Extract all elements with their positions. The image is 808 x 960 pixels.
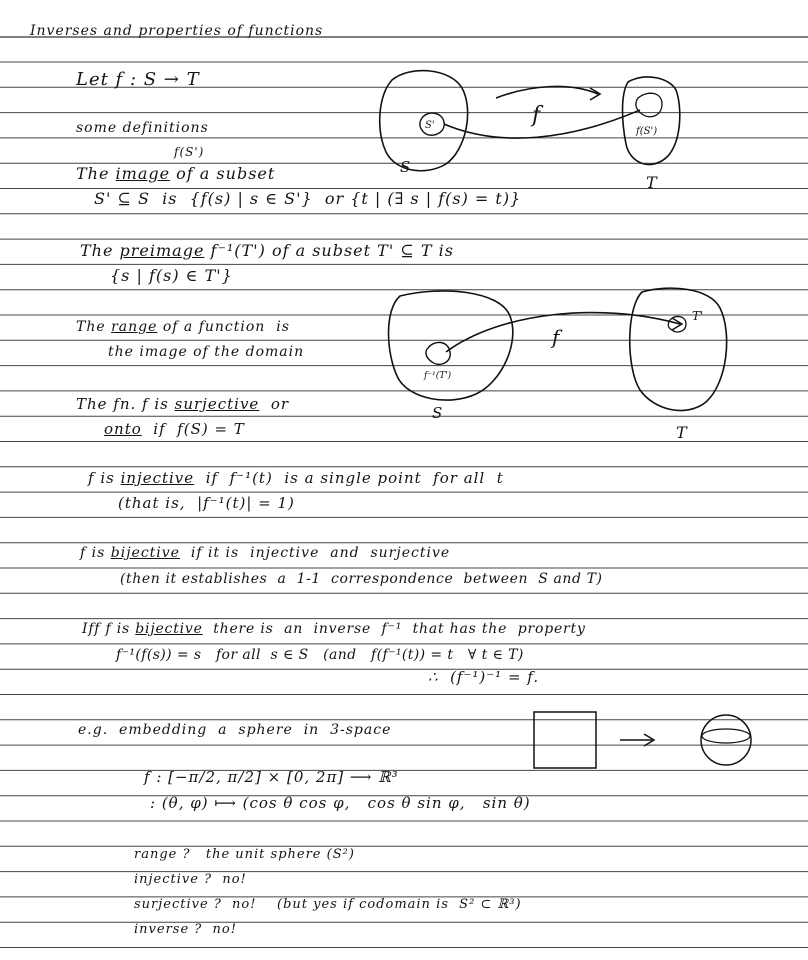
function-arrow [496, 86, 598, 98]
image-def-line1: The image of a subset [76, 164, 276, 183]
arrow-f-label: f [552, 325, 560, 349]
onto-term: onto [104, 420, 142, 438]
injective-term: injective [120, 469, 195, 487]
target-blob [668, 317, 686, 332]
domain-label: S [432, 404, 443, 422]
surjective-def-line1: The fn. f is surjective or [76, 395, 290, 413]
range-def-line2: the image of the domain [108, 344, 305, 360]
arrowhead-icon [590, 88, 600, 100]
image-superscript: f(S') [174, 145, 205, 159]
domain-blob [389, 291, 513, 400]
range-def-line1: The range of a function is [76, 319, 290, 335]
injective-def-line1: f is injective if f⁻¹(t) is a single point for all t [88, 469, 504, 487]
preimage-label: f⁻¹(T') [424, 371, 452, 381]
arrow-f-label: f [532, 103, 541, 128]
range-term: range [111, 319, 158, 335]
preimage-blob [426, 342, 450, 364]
codomain-blob [623, 77, 680, 165]
bijective-def-line2: (then it establishes a 1-1 correspondence between S and T) [120, 571, 603, 587]
codomain-label: T [646, 173, 657, 190]
sphere-embedding-diagram [528, 706, 768, 776]
inverse-def-line2: f⁻¹(f(s)) = s for all s ∈ S (and f(f⁻¹(t)) = t ∀ t ∈ T) [116, 647, 524, 663]
preimage-term: preimage [119, 241, 205, 260]
bijective-def-line1: f is bijective if it is injective and surjective [80, 545, 451, 561]
inverse-def-line3: ∴ (f⁻¹)⁻¹ = f. [428, 668, 540, 686]
image-blob [636, 93, 662, 117]
sphere-equator-icon [702, 729, 750, 743]
subset-label: S' [425, 120, 435, 131]
injective-def-line2: (that is, |f⁻¹(t)| = 1) [118, 494, 295, 512]
question-injective: injective ? no! [134, 872, 247, 887]
preimage-def-line2: {s | f(s) ∈ T'} [110, 266, 233, 285]
bijective-term-2: bijective [135, 621, 203, 637]
bijective-term: bijective [110, 545, 180, 561]
target-label: T' [692, 309, 704, 323]
domain-label: S [400, 158, 411, 176]
codomain-label: T [676, 423, 687, 442]
inverse-def-line1: Iff f is bijective there is an inverse f⁻¹ that has the property [82, 621, 586, 637]
surjective-term: surjective [174, 395, 260, 413]
question-surjective: surjective ? no! (but yes if codomain is S² ⊂ ℝ³) [134, 897, 522, 912]
definitions-heading: some definitions [76, 120, 209, 136]
example-line: e.g. embedding a sphere in 3-space [78, 722, 392, 738]
map-line1: f : [−π/2, π/2] × [0, 2π] ⟶ ℝ³ [144, 768, 399, 786]
domain-blob [380, 71, 468, 171]
let-statement: Let f : S → T [76, 69, 200, 90]
image-diagram [370, 60, 730, 190]
sphere-outline-icon [701, 715, 751, 765]
preimage-diagram [380, 282, 770, 442]
surjective-def-line2: onto if f(S) = T [104, 420, 245, 438]
image-def-line2: S' ⊆ S is {f(s) | s ∈ S'} or {t | (∃ s | f(s) = t)} [94, 189, 522, 208]
mapping-curve [446, 313, 680, 352]
question-range: range ? the unit sphere (S²) [134, 847, 355, 862]
mapping-curve [444, 110, 640, 138]
codomain-blob [630, 288, 727, 410]
map-line2: : (θ, φ) ⟼ (cos θ cos φ, cos θ sin φ, sin θ) [150, 794, 531, 812]
image-label: f(S') [636, 126, 658, 137]
image-term: image [115, 164, 171, 183]
parameter-square [534, 712, 596, 768]
question-inverse: inverse ? no! [134, 922, 237, 937]
preimage-def-line1: The preimage f⁻¹(T') of a subset T' ⊆ T is [80, 241, 454, 260]
page-title: Inverses and properties of functions [30, 23, 324, 39]
